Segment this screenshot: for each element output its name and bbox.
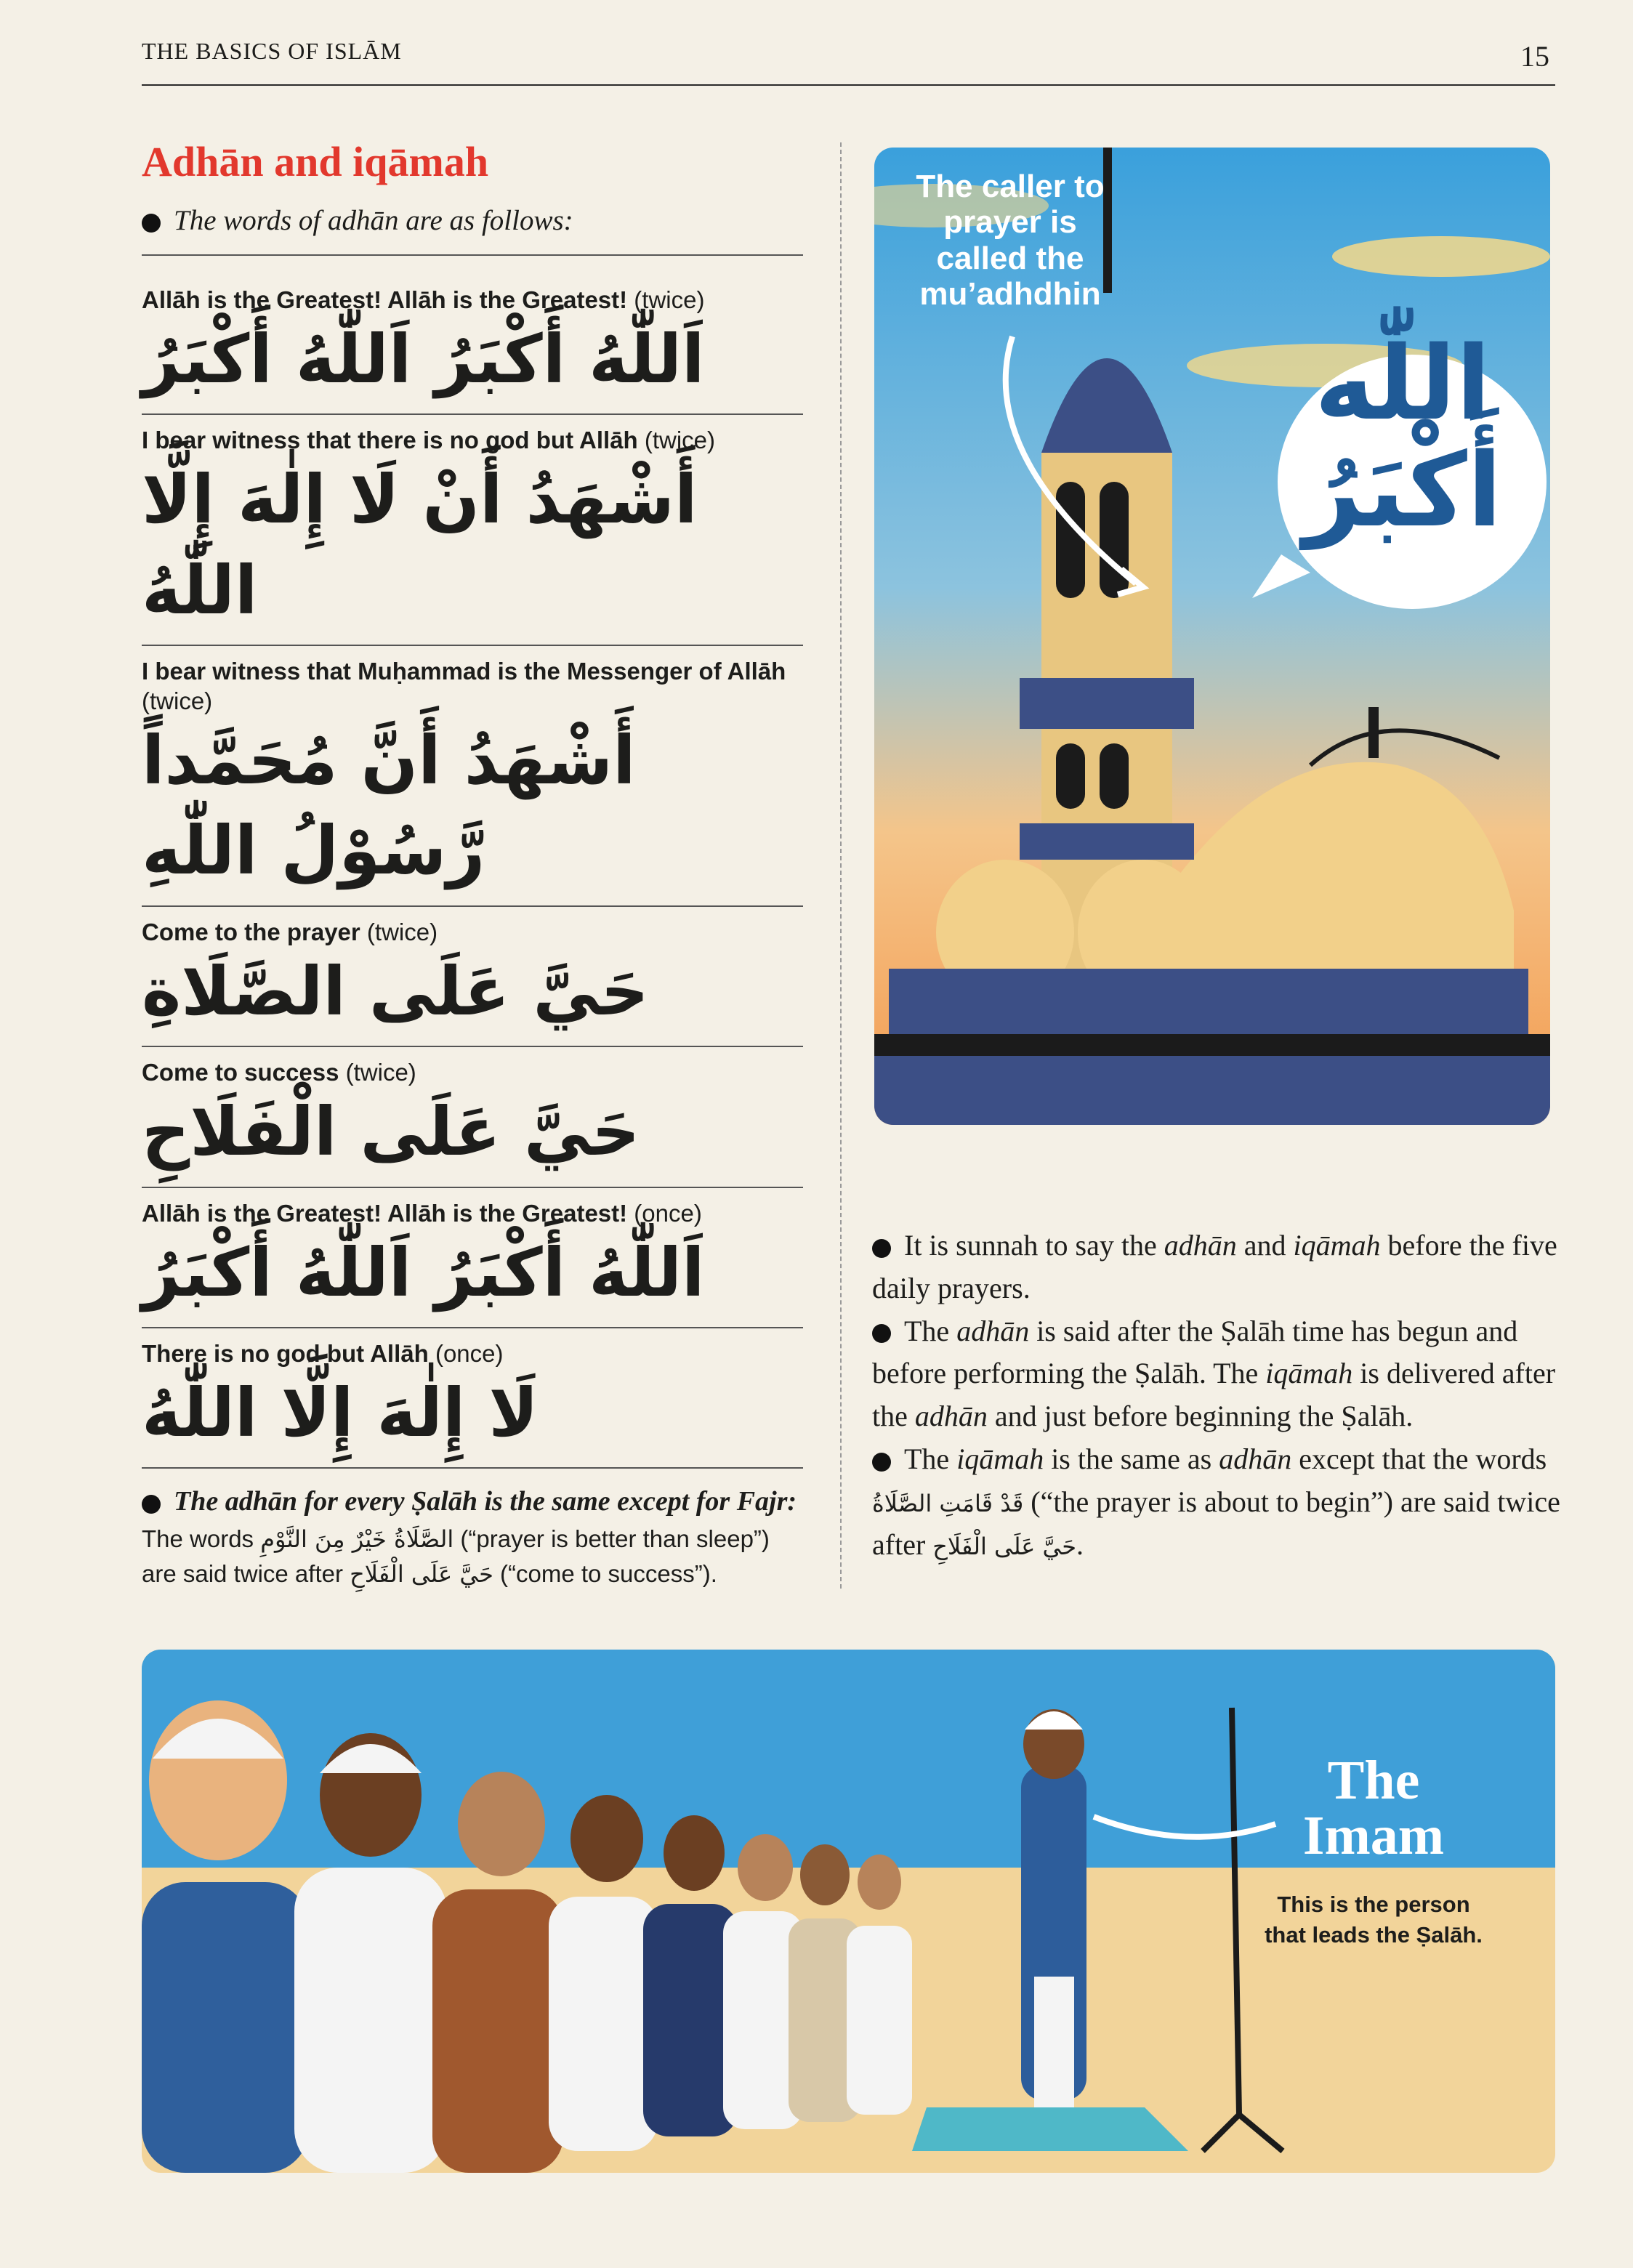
text-run: is said after the Ṣalāh time has begun and before performing the Ṣalāh. The — [872, 1314, 1518, 1390]
fajr-arabic-phrase: الصَّلَاةُ خَيْرٌ مِنَ النَّوْمِ — [260, 1525, 454, 1554]
fajr-note-text: (“come to success”). — [493, 1560, 717, 1588]
text-run: . — [1076, 1528, 1084, 1561]
phrase-repeat-note: (twice) — [627, 286, 705, 313]
phrase-english: Allāh is the Greatest! Allāh is the Greatest! — [142, 1199, 628, 1227]
adhan-phrase — [142, 275, 803, 415]
text-run: It is sunnah to say the — [904, 1229, 1164, 1262]
text-run: is the same as — [1044, 1442, 1219, 1475]
text-run: (“the prayer is about to begin”) are said twice after — [872, 1485, 1560, 1561]
text-run: iqāmah — [1265, 1357, 1353, 1390]
text-run: is delivered after the — [872, 1357, 1556, 1433]
page-number: 15 — [1520, 40, 1549, 73]
phrase-arabic: لَا إِلٰهَ إِلَّا اللّٰهُ — [142, 1374, 539, 1453]
fajr-note-lead: The adhān for every Ṣalāh is the same except for Fajr: — [174, 1486, 797, 1517]
right-text-block — [872, 1224, 1570, 1566]
bullet-icon — [872, 1453, 891, 1472]
phrase-translation — [142, 1057, 803, 1087]
fajr-note — [142, 1482, 803, 1591]
phrase-translation — [142, 1198, 803, 1228]
text-run: adhān — [956, 1314, 1030, 1347]
text-run: The — [904, 1442, 957, 1475]
adhan-intro — [142, 204, 803, 256]
adhan-phrase — [142, 1188, 803, 1328]
iqamah-arabic-phrase: قَدْ قَامَتِ الصَّلَاةُ — [872, 1489, 1024, 1517]
paragraph-sunnah — [872, 1224, 1570, 1310]
text-run: iqāmah — [1293, 1229, 1381, 1262]
phrase-translation — [142, 656, 803, 717]
bullet-icon — [872, 1324, 891, 1343]
text-run: except that the words — [1291, 1442, 1547, 1475]
phrase-translation — [142, 917, 803, 947]
phrase-repeat-note: (twice) — [339, 1059, 416, 1086]
text-run: adhān — [1219, 1442, 1292, 1475]
phrase-english: Come to the prayer — [142, 918, 360, 945]
text-run: adhān — [1164, 1229, 1237, 1262]
section-title: Adhān and iqāmah — [142, 138, 489, 185]
phrase-arabic: حَيَّ عَلَى الصَّلَاةِ — [142, 952, 649, 1030]
adhan-phrase — [142, 646, 803, 907]
phrase-repeat-note: (twice) — [142, 687, 213, 714]
bullet-icon — [142, 1495, 161, 1514]
imam-title — [1272, 1750, 1475, 1866]
phrase-repeat-note: (twice) — [637, 427, 716, 454]
adhan-phrase — [142, 415, 803, 646]
fajr-arabic-phrase: حَيَّ عَلَى الْفَلَاحِ — [350, 1560, 493, 1589]
phrase-translation — [142, 285, 803, 315]
phrase-english: Come to success — [142, 1059, 339, 1086]
phrase-english: Allāh is the Greatest! Allāh is the Greatest! — [142, 286, 628, 313]
adhan-phrase — [142, 1328, 803, 1469]
phrase-arabic: اَللّٰهُ أَكْبَرُ اَللّٰهُ أَكْبَرُ — [142, 320, 705, 398]
text-run: and just before beginning the Ṣalāh. — [987, 1400, 1414, 1433]
phrase-translation — [142, 425, 803, 455]
phrase-translation — [142, 1339, 803, 1368]
text-run: before the five daily prayers. — [872, 1229, 1557, 1304]
adhan-phrase — [142, 907, 803, 1047]
text-run: and — [1236, 1229, 1294, 1262]
bullet-icon — [872, 1239, 891, 1258]
intro-text: The words of adhān are as follows: — [174, 204, 573, 236]
fajr-note-text: (“prayer is better than sleep”) are said twice after — [142, 1525, 770, 1588]
paragraph-iqamah — [872, 1438, 1570, 1566]
page-header — [142, 32, 1555, 86]
phrase-repeat-note: (once) — [428, 1339, 504, 1367]
phrase-arabic: أَشْهَدُ أَنَّ مُحَمَّداً رَّسُوْلُ اللّٰهِ — [142, 722, 636, 890]
imam-title-line: Imam — [1302, 1805, 1445, 1866]
bullet-icon — [142, 214, 161, 233]
paragraph-timing — [872, 1310, 1570, 1438]
phrase-repeat-note: (once) — [627, 1199, 702, 1227]
phrase-arabic: حَيَّ عَلَى الْفَلَاحِ — [142, 1093, 640, 1171]
running-title: THE BASICS OF ISLĀM — [142, 38, 402, 64]
column-divider — [840, 142, 842, 1589]
left-column — [142, 138, 803, 1591]
text-run: iqāmah — [956, 1442, 1044, 1475]
adhan-phrase — [142, 1047, 803, 1187]
imam-title-line: The — [1327, 1750, 1420, 1811]
phrase-english: There is no god but Allāh — [142, 1339, 429, 1367]
phrase-english: I bear witness that Muḥammad is the Messenger of Allāh — [142, 657, 786, 685]
text-run: adhān — [914, 1400, 988, 1433]
text-run: The — [904, 1314, 957, 1347]
imam-description: This is the person that leads the Ṣalāh. — [1265, 1892, 1483, 1948]
caller-caption: The caller to prayer is called the mu’adhdhin — [916, 169, 1105, 312]
phrase-english: I bear witness that there is no god but Allāh — [142, 427, 638, 454]
iqamah-arabic-phrase: حَيَّ عَلَى الْفَلَاحِ — [932, 1532, 1076, 1560]
fajr-note-text: The words — [142, 1525, 261, 1553]
speech-bubble-arabic: اللّٰه أَكْبَرُ — [1303, 325, 1502, 550]
phrase-arabic: اَللّٰهُ أَكْبَرُ اَللّٰهُ أَكْبَرُ — [142, 1233, 705, 1312]
phrase-repeat-note: (twice) — [360, 918, 438, 945]
phrase-arabic: أَشْهَدُ أَنْ لَا إِلٰهَ إِلَّا اللّٰهُ — [142, 461, 698, 629]
